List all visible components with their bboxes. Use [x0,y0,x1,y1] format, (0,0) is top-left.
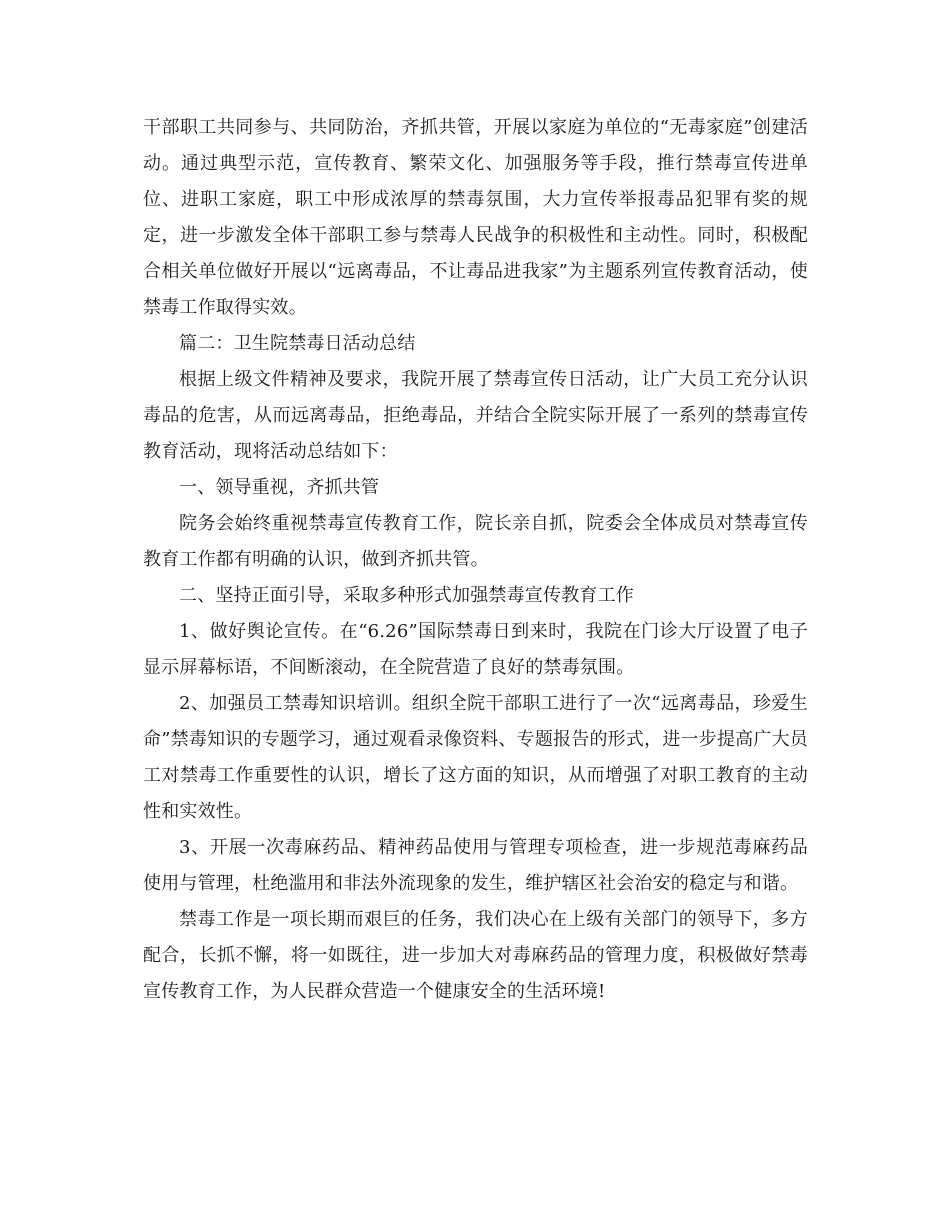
paragraph-continuation: 干部职工共同参与、共同防治，齐抓共管，开展以家庭为单位的“无毒家庭”创建活动。通过典型示范，宣传教育、繁荣文化、加强服务等手段，推行禁毒宣传进单位、进职工家庭，职工中形成浓厚的禁毒氛围，大力宣传举报毒品犯罪有奖的规定，进一步激发全体干部职工参与禁毒人民战争的积极性和主动性。同时，积极配合相关单位做好开展以“远离毒品，不让毒品进我家”为主题系列宣传教育活动，使禁毒工作取得实效。 [143,117,808,318]
heading-leadership: 一、领导重视，齐抓共管 [179,477,380,498]
paragraph-item-1: 1、做好舆论宣传。在“6.26”国际禁毒日到来时，我院在门诊大厅设置了电子显示屏幕标语，不间断滚动，在全院营造了良好的禁毒氛围。 [143,621,808,678]
paragraph-item-3: 3、开展一次毒麻药品、精神药品使用与管理专项检查，进一步规范毒麻药品使用与管理，杜绝滥用和非法外流现象的发生，维护辖区社会治安的稳定与和谐。 [143,837,808,894]
section-title-part-two: 篇二：卫生院禁毒日活动总结 [179,333,416,354]
paragraph-item-2: 2、加强员工禁毒知识培训。组织全院干部职工进行了一次“远离毒品，珍爱生命”禁毒知识的专题学习，通过观看录像资料、专题报告的形式，进一步提高广大员工对禁毒工作重要性的认识，增长了这方面的知识，从而增强了对职工教育的主动性和实效性。 [143,693,808,822]
heading-guidance: 二、坚持正面引导，采取多种形式加强禁毒宣传教育工作 [179,585,634,606]
document-page [143,110,808,1010]
paragraph-conclusion: 禁毒工作是一项长期而艰巨的任务，我们决心在上级有关部门的领导下，多方配合，长抓不懈，将一如既往，进一步加大对毒麻药品的管理力度，积极做好禁毒宣传教育工作，为人民群众营造一个健康安全的生活环境! [143,909,808,1002]
paragraph-intro: 根据上级文件精神及要求，我院开展了禁毒宣传日活动，让广大员工充分认识毒品的危害，从而远离毒品，拒绝毒品，并结合全院实际开展了一系列的禁毒宣传教育活动，现将活动总结如下： [143,369,808,462]
paragraph-leadership: 院务会始终重视禁毒宣传教育工作，院长亲自抓，院委会全体成员对禁毒宣传教育工作都有明确的认识，做到齐抓共管。 [143,513,808,570]
